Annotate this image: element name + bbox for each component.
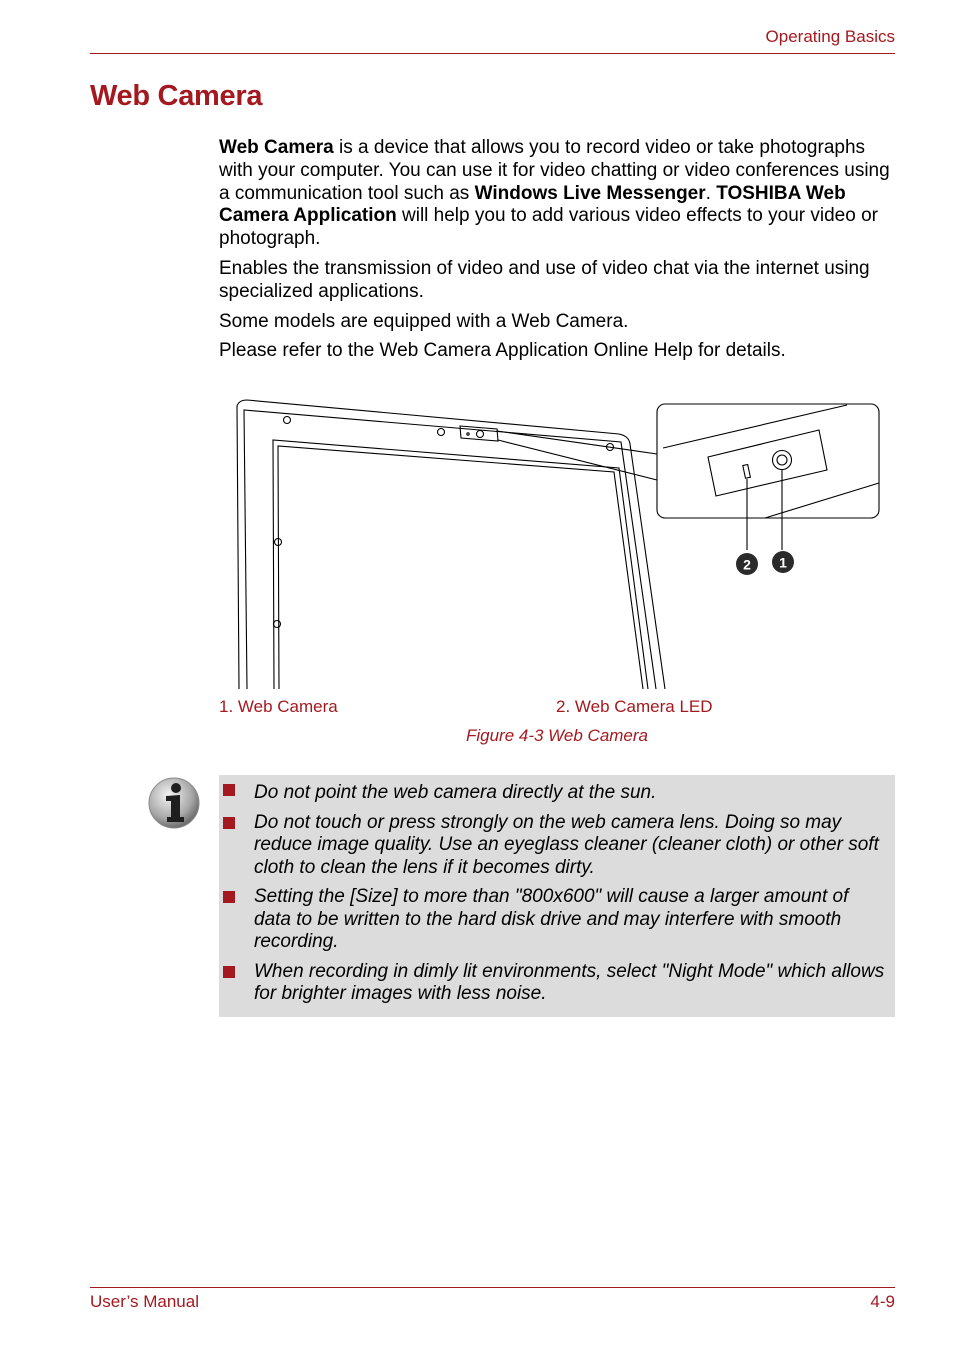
- list-item: [219, 812, 895, 880]
- list-item: [219, 961, 895, 1006]
- note-list: [219, 779, 895, 1013]
- paragraph-models: Some models are equipped with a Web Camera.: [219, 310, 629, 332]
- square-bullet-icon: [223, 784, 235, 796]
- bold-term-toshiba-app: TOSHIBA Web Camera Application: [219, 182, 846, 227]
- caption-web-camera-led: 2. Web Camera LED: [556, 697, 713, 716]
- body-text: [219, 137, 899, 370]
- callout-2-label: 2: [743, 556, 751, 573]
- footer-rule: [90, 1287, 895, 1288]
- figure-title: Figure 4-3 Web Camera: [465, 726, 649, 745]
- square-bullet-icon: [223, 817, 235, 829]
- square-bullet-icon: [223, 891, 235, 903]
- callout-1: [772, 551, 794, 573]
- page-title: Web Camera: [90, 80, 263, 112]
- callout-2: [736, 553, 758, 575]
- list-item: [219, 779, 895, 805]
- paragraph-transmission: Enables the transmission of video and use of video chat via the internet using specialized applications.: [219, 257, 870, 302]
- list-item: [219, 886, 895, 954]
- caption-web-camera: 1. Web Camera: [219, 697, 338, 716]
- note-text: Do not point the web camera directly at the sun.: [254, 782, 657, 803]
- note-text: Setting the [Size] to more than "800x600" will cause a larger amount of data to be written to the hard disk drive and may interfere with smooth recording.: [254, 886, 849, 952]
- paragraph-intro: [219, 137, 899, 251]
- bold-term-messenger: Windows Live Messenger: [474, 182, 706, 204]
- page-number: 4-9: [870, 1292, 895, 1311]
- header-rule: [90, 53, 895, 54]
- text-span: is a device that allows you to record video or take photographs with your computer. You can use it for video chatting or video conferences using a communication tool such as: [219, 137, 890, 204]
- callout-1-label: 1: [779, 554, 787, 571]
- text-span: .: [705, 182, 717, 204]
- paragraph-help: Please refer to the Web Camera Application Online Help for details.: [219, 340, 786, 362]
- bold-term-web-camera: Web Camera: [219, 137, 334, 158]
- info-icon: [147, 776, 201, 830]
- note-text: Do not touch or press strongly on the web camera lens. Doing so may reduce image quality. Use an eyeglass cleaner (cleaner cloth) or other soft cloth to clean the lens if it becomes dirty.: [254, 811, 879, 878]
- square-bullet-icon: [223, 966, 235, 978]
- note-text: When recording in dimly lit environments, select "Night Mode" which allows for brighter images with less noise.: [254, 960, 885, 1004]
- note-box: [219, 775, 895, 1017]
- laptop-display-illustration: [219, 392, 889, 692]
- section-title: Operating Basics: [765, 27, 895, 46]
- manual-title: User’s Manual: [90, 1292, 199, 1311]
- text-span: will help you to add various video effects to your video or photograph.: [219, 205, 878, 250]
- web-camera-figure: [219, 392, 889, 692]
